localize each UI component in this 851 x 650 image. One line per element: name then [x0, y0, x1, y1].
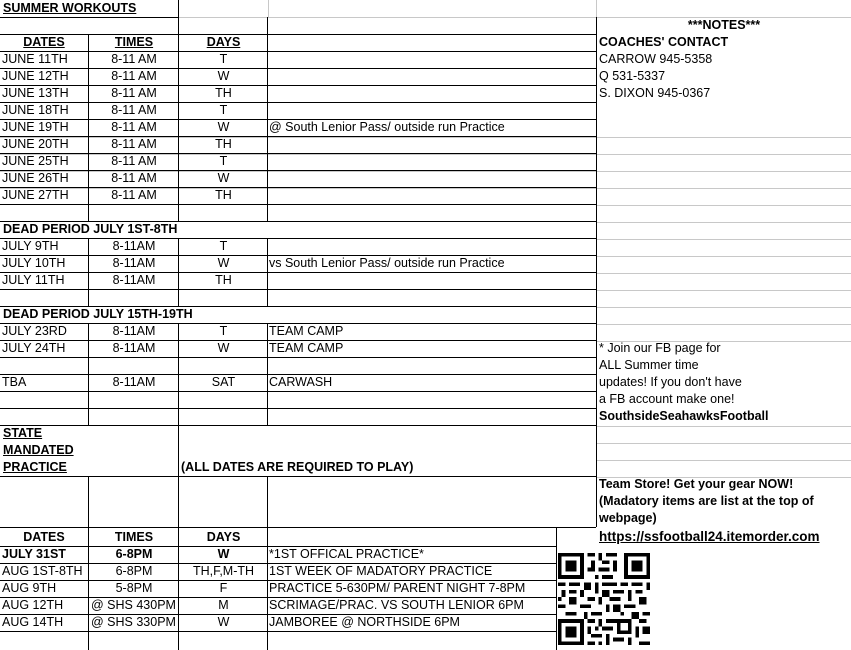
- row-time: 8-11 AM: [111, 188, 157, 202]
- row-day: W: [217, 615, 230, 629]
- row-time: 6-8PM: [115, 564, 153, 578]
- fb-page-name: SouthsideSeahawksFootball: [599, 409, 769, 423]
- store-url-link[interactable]: https://ssfootball24.itemorder.com: [599, 529, 820, 544]
- row-day: M: [218, 598, 229, 612]
- row-note: vs South Lenior Pass/ outside run Practice: [269, 256, 505, 270]
- row-day: W: [217, 171, 230, 185]
- row-date: AUG 12TH: [2, 598, 64, 612]
- row-day: TH: [215, 137, 232, 151]
- row-note: *1ST OFFICAL PRACTICE*: [269, 547, 424, 561]
- row-time: 8-11 AM: [111, 86, 157, 100]
- row-date: JULY 9TH: [2, 239, 59, 253]
- row-day: T: [219, 154, 228, 168]
- fb-note-line: a FB account make one!: [599, 392, 735, 406]
- notes-title: ***NOTES***: [687, 18, 761, 32]
- qr-code-icon[interactable]: [558, 553, 650, 645]
- schedule-title: SUMMER WORKOUTS: [3, 1, 137, 15]
- header-dates: DATES: [23, 35, 65, 49]
- row-day: TH: [215, 273, 232, 287]
- row-note: PRACTICE 5-630PM/ PARENT NIGHT 7-8PM: [269, 581, 526, 595]
- row-time: 8-11AM: [112, 256, 156, 270]
- row-date: AUG 9TH: [2, 581, 57, 595]
- row-day: SAT: [211, 375, 236, 389]
- row-day: W: [217, 547, 230, 561]
- row-day: T: [219, 239, 228, 253]
- row-date: JUNE 12TH: [2, 69, 69, 83]
- row-date: JUNE 11TH: [2, 52, 68, 66]
- row-day: TH: [215, 188, 232, 202]
- row-time: 8-11 AM: [111, 137, 157, 151]
- row-date: JUNE 19TH: [2, 120, 69, 134]
- row-day: T: [219, 103, 228, 117]
- coach-contact: Q 531-5337: [599, 69, 666, 83]
- practice-header-times: TIMES: [114, 530, 154, 544]
- header-days: DAYS: [206, 35, 241, 49]
- row-date: JULY 31ST: [2, 547, 66, 561]
- row-note: TEAM CAMP: [269, 341, 344, 355]
- row-time: 6-8PM: [115, 547, 153, 561]
- practice-header-dates: DATES: [23, 530, 65, 544]
- row-date: JUNE 26TH: [2, 171, 69, 185]
- row-time: 8-11AM: [112, 273, 156, 287]
- row-time: 8-11 AM: [111, 52, 157, 66]
- store-note-line: (Madatory items are list at the top of: [599, 494, 814, 508]
- row-day: W: [217, 341, 230, 355]
- fb-note-line: * Join our FB page for: [599, 341, 721, 355]
- dead-period-heading: DEAD PERIOD JULY 1ST-8TH: [3, 222, 178, 236]
- row-time: 8-11AM: [112, 375, 156, 389]
- row-time: 5-8PM: [115, 581, 153, 595]
- coach-contact: CARROW 945-5358: [599, 52, 713, 66]
- row-date: JULY 24TH: [2, 341, 66, 355]
- row-date: AUG 14TH: [2, 615, 64, 629]
- required-note: (ALL DATES ARE REQUIRED TO PLAY): [181, 460, 414, 474]
- row-day: W: [217, 120, 230, 134]
- row-day: W: [217, 256, 230, 270]
- row-time: @ SHS 330PM: [91, 615, 176, 629]
- store-note-line: Team Store! Get your gear NOW!: [599, 477, 794, 491]
- row-time: @ SHS 430PM: [91, 598, 176, 612]
- row-day: T: [219, 52, 228, 66]
- row-date: JULY 23RD: [2, 324, 67, 338]
- row-day: W: [217, 69, 230, 83]
- row-date: AUG 1ST-8TH: [2, 564, 83, 578]
- row-note: TEAM CAMP: [269, 324, 344, 338]
- fb-note-line: updates! If you don't have: [599, 375, 742, 389]
- row-time: 8-11AM: [112, 324, 156, 338]
- coach-contact: S. DIXON 945-0367: [599, 86, 711, 100]
- row-time: 8-11 AM: [111, 120, 157, 134]
- row-time: 8-11 AM: [111, 171, 157, 185]
- row-time: 8-11AM: [112, 239, 156, 253]
- row-date: JUNE 20TH: [2, 137, 69, 151]
- row-date: TBA: [2, 375, 27, 389]
- row-date: JULY 11TH: [2, 273, 65, 287]
- row-date: JULY 10TH: [2, 256, 66, 270]
- row-time: 8-11 AM: [111, 103, 157, 117]
- row-day: T: [219, 324, 228, 338]
- row-note: 1ST WEEK OF MADATORY PRACTICE: [269, 564, 493, 578]
- dead-period-heading: DEAD PERIOD JULY 15TH-19TH: [3, 307, 193, 321]
- state-mandated-label: MANDATED: [3, 443, 74, 457]
- row-note: @ South Lenior Pass/ outside run Practice: [269, 120, 505, 134]
- fb-note-line: ALL Summer time: [599, 358, 699, 372]
- row-day: TH,F,M-TH: [192, 564, 255, 578]
- row-date: JUNE 27TH: [2, 188, 69, 202]
- header-times: TIMES: [114, 35, 154, 49]
- row-note: SCRIMAGE/PRAC. VS SOUTH LENIOR 6PM: [269, 598, 524, 612]
- row-day: F: [219, 581, 228, 595]
- state-mandated-label: PRACTICE: [3, 460, 67, 474]
- row-note: CARWASH: [269, 375, 333, 389]
- row-date: JUNE 13TH: [2, 86, 69, 100]
- row-date: JUNE 18TH: [2, 103, 69, 117]
- row-time: 8-11AM: [112, 341, 156, 355]
- coaches-contact-header: COACHES' CONTACT: [599, 35, 729, 49]
- store-note-line: webpage): [599, 511, 657, 525]
- row-time: 8-11 AM: [111, 69, 157, 83]
- row-date: JUNE 25TH: [2, 154, 69, 168]
- row-time: 8-11 AM: [111, 154, 157, 168]
- row-note: JAMBOREE @ NORTHSIDE 6PM: [269, 615, 460, 629]
- state-mandated-label: STATE: [3, 426, 43, 440]
- practice-header-days: DAYS: [206, 530, 241, 544]
- row-day: TH: [215, 86, 232, 100]
